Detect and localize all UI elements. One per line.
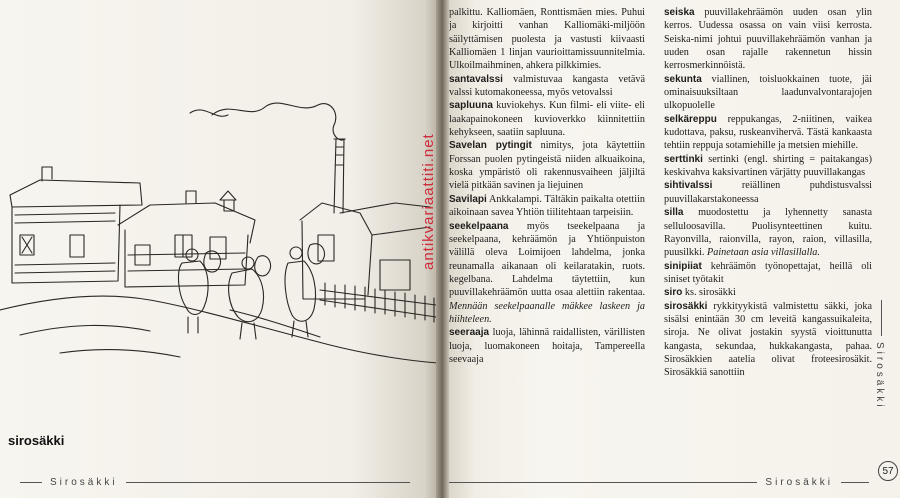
glossary-column-right	[664, 6, 872, 380]
glossary-entry	[664, 73, 872, 113]
entry-definition: Ankkalampi. Tältäkin paikalta otettiin aikoinaan savea Yhtiön tiilitehtaan tarpeisiin.	[449, 193, 645, 219]
glossary-entry	[664, 206, 872, 259]
entry-term: sekunta	[664, 73, 702, 85]
entry-term: sinipiiat	[664, 260, 702, 272]
rule-line	[881, 300, 882, 336]
entry-term: seeraaja	[449, 327, 490, 339]
entry-example: Painetaan asia villasillalla.	[707, 247, 820, 259]
glossary-entry	[449, 220, 645, 327]
glossary-entry	[449, 139, 645, 192]
entry-term: selkäreppu	[664, 113, 717, 125]
glossary-entry	[664, 113, 872, 153]
entry-definition: kuviokehys. Kun filmi- eli viite- eli laakapainokoneen kuvioverkko kiinnitettiin kehykseen, saatiin sapluuna.	[449, 100, 645, 139]
entry-definition: reppukangas, 2-niitinen, vaikea kudottava, paksu, ruskeanvihervä. Tästä kankaasta tehtiin reppuja sotamiehille ja metsien miehille.	[664, 113, 872, 152]
glossary-entry	[664, 6, 872, 73]
glossary-entry	[449, 193, 645, 220]
entry-example: Mennään seekelpaanalle mäkkee laskeen ja hiihteleen.	[449, 300, 645, 325]
rule-line	[449, 482, 757, 483]
glossary-entry	[664, 300, 872, 380]
running-title: Sirosäkki	[874, 342, 885, 410]
entry-term: serttinki	[664, 153, 703, 165]
glossary-entry	[449, 99, 645, 139]
figure-caption: sirosäkki	[8, 433, 65, 448]
running-footer-left	[20, 472, 410, 492]
entry-definition: myös tseekelpaana ja seekelpaana, kehräämön ja Yhtiönpuiston välillä oleva Loimijoen lahdelma, jonka reunamalla aikanaan oli keilaratakin, ruots. kegelbana. Lahdelma täytettiin, kun puuvillakehräämön uutta osaa alettiin rakentaa.	[449, 220, 645, 299]
entry-term: sihtivalssi	[664, 180, 713, 192]
entry-term: Savilapi	[449, 193, 487, 205]
page-number: 57	[878, 461, 898, 481]
entry-term: Savelan pytingit	[449, 140, 532, 152]
glossary-entry	[664, 179, 872, 206]
entry-definition: kehräämön työnopettajat, heillä oli siniset työtakit	[664, 260, 872, 285]
entry-term: sirosäkki	[664, 300, 708, 312]
entry-term: seiska	[664, 7, 695, 18]
watermark-text: antikvariaattiti.net	[420, 133, 437, 270]
entry-definition: sertinki (engl. shirting = paitakangas) keskivahva kaksivartinen värjätty puuvillakangas	[664, 153, 872, 179]
entry-term: siro	[664, 287, 683, 299]
entry-definition: nimitys, jota käytettiin Forssan puolen pytingeistä niiden alkuaikoina, koska ympäristö oli rakennusvaiheen jäljiltä vielä pitkään savinen ja liejuinen	[449, 140, 645, 192]
entry-definition: puuvillakehräämön uuden osan ylin kerros. Uudessa osassa on vain viisi kerrosta. Seiska-nimi johtui puuvillakehräämön vanhan ja uuden osan rajalle rakennetun hissin kerrosmerkinnöistä.	[664, 7, 872, 72]
running-side-title	[872, 300, 892, 440]
running-footer-right	[449, 472, 869, 492]
entry-definition: luoja, lähinnä raidallisten, värillisten luoja, luomakoneen hoitaja, Tampereella seevaaja	[449, 327, 645, 365]
glossary-entry	[664, 286, 872, 299]
running-title: Sirosäkki	[765, 476, 833, 488]
book-gutter	[436, 0, 450, 498]
rule-line	[841, 482, 869, 483]
running-title: Sirosäkki	[50, 476, 118, 488]
entry-definition: valmistuvaa kangasta vetävä valssi kutomakoneessa, myös vetovalssi	[449, 73, 645, 99]
glossary-entry	[449, 326, 645, 366]
glossary-entry	[449, 73, 645, 100]
left-page	[0, 0, 438, 498]
entry-continuation: palkittu. Kalliomäen, Ronttismäen mies. Puhui ja kirjoitti vanhan Kalliomäki-miljöön säilyttämisen puolesta ja vastusti kiivaasti Kalliomäen 1 linjan vaurioittamissuunnitelmia. Ulkoilmaihminen, ahkera pilkkimies.	[449, 7, 645, 72]
glossary-entry	[664, 260, 872, 287]
entry-definition: reiällinen puhdistusvalssi puuvillakarstakoneessa	[664, 180, 872, 205]
entry-term: santavalssi	[449, 73, 503, 85]
right-page	[449, 0, 900, 498]
entry-definition: ks. sirosäkki	[682, 287, 736, 299]
rule-line	[20, 482, 42, 483]
glossary-column-left	[449, 6, 645, 366]
entry-definition: muodostettu ja lyhennetty sanasta selluloosavilla. Puolisynteettinen kuitu. Rayonvilla, raionvilla, rayon, raion, villasilla, puusilkki.	[664, 207, 872, 259]
entry-term: seekelpaana	[449, 220, 509, 232]
entry-term: sapluuna	[449, 100, 493, 112]
entry-definition: viallinen, toisluokkainen tuote, jäi ominaisuuksiltaan laadunvalvontarajojen ulkopuolelle	[664, 73, 872, 112]
village-street-sketch-icon	[0, 95, 438, 365]
glossary-entry	[664, 153, 872, 180]
rule-line	[126, 482, 410, 483]
entry-definition: rykkityykistä valmistettu säkki, joka sisälsi enintään 30 cm leveitä kangassuikaleita, siroja. Ne olivat jostakin syystä vioittunutta kangasta, sekundaa, hukkakangasta, pahaa. Sirosäkkien aatelia olivat froteesirosäkit. Sirosäkkiä sanottiin	[664, 300, 872, 379]
entry-term: silla	[664, 207, 684, 219]
